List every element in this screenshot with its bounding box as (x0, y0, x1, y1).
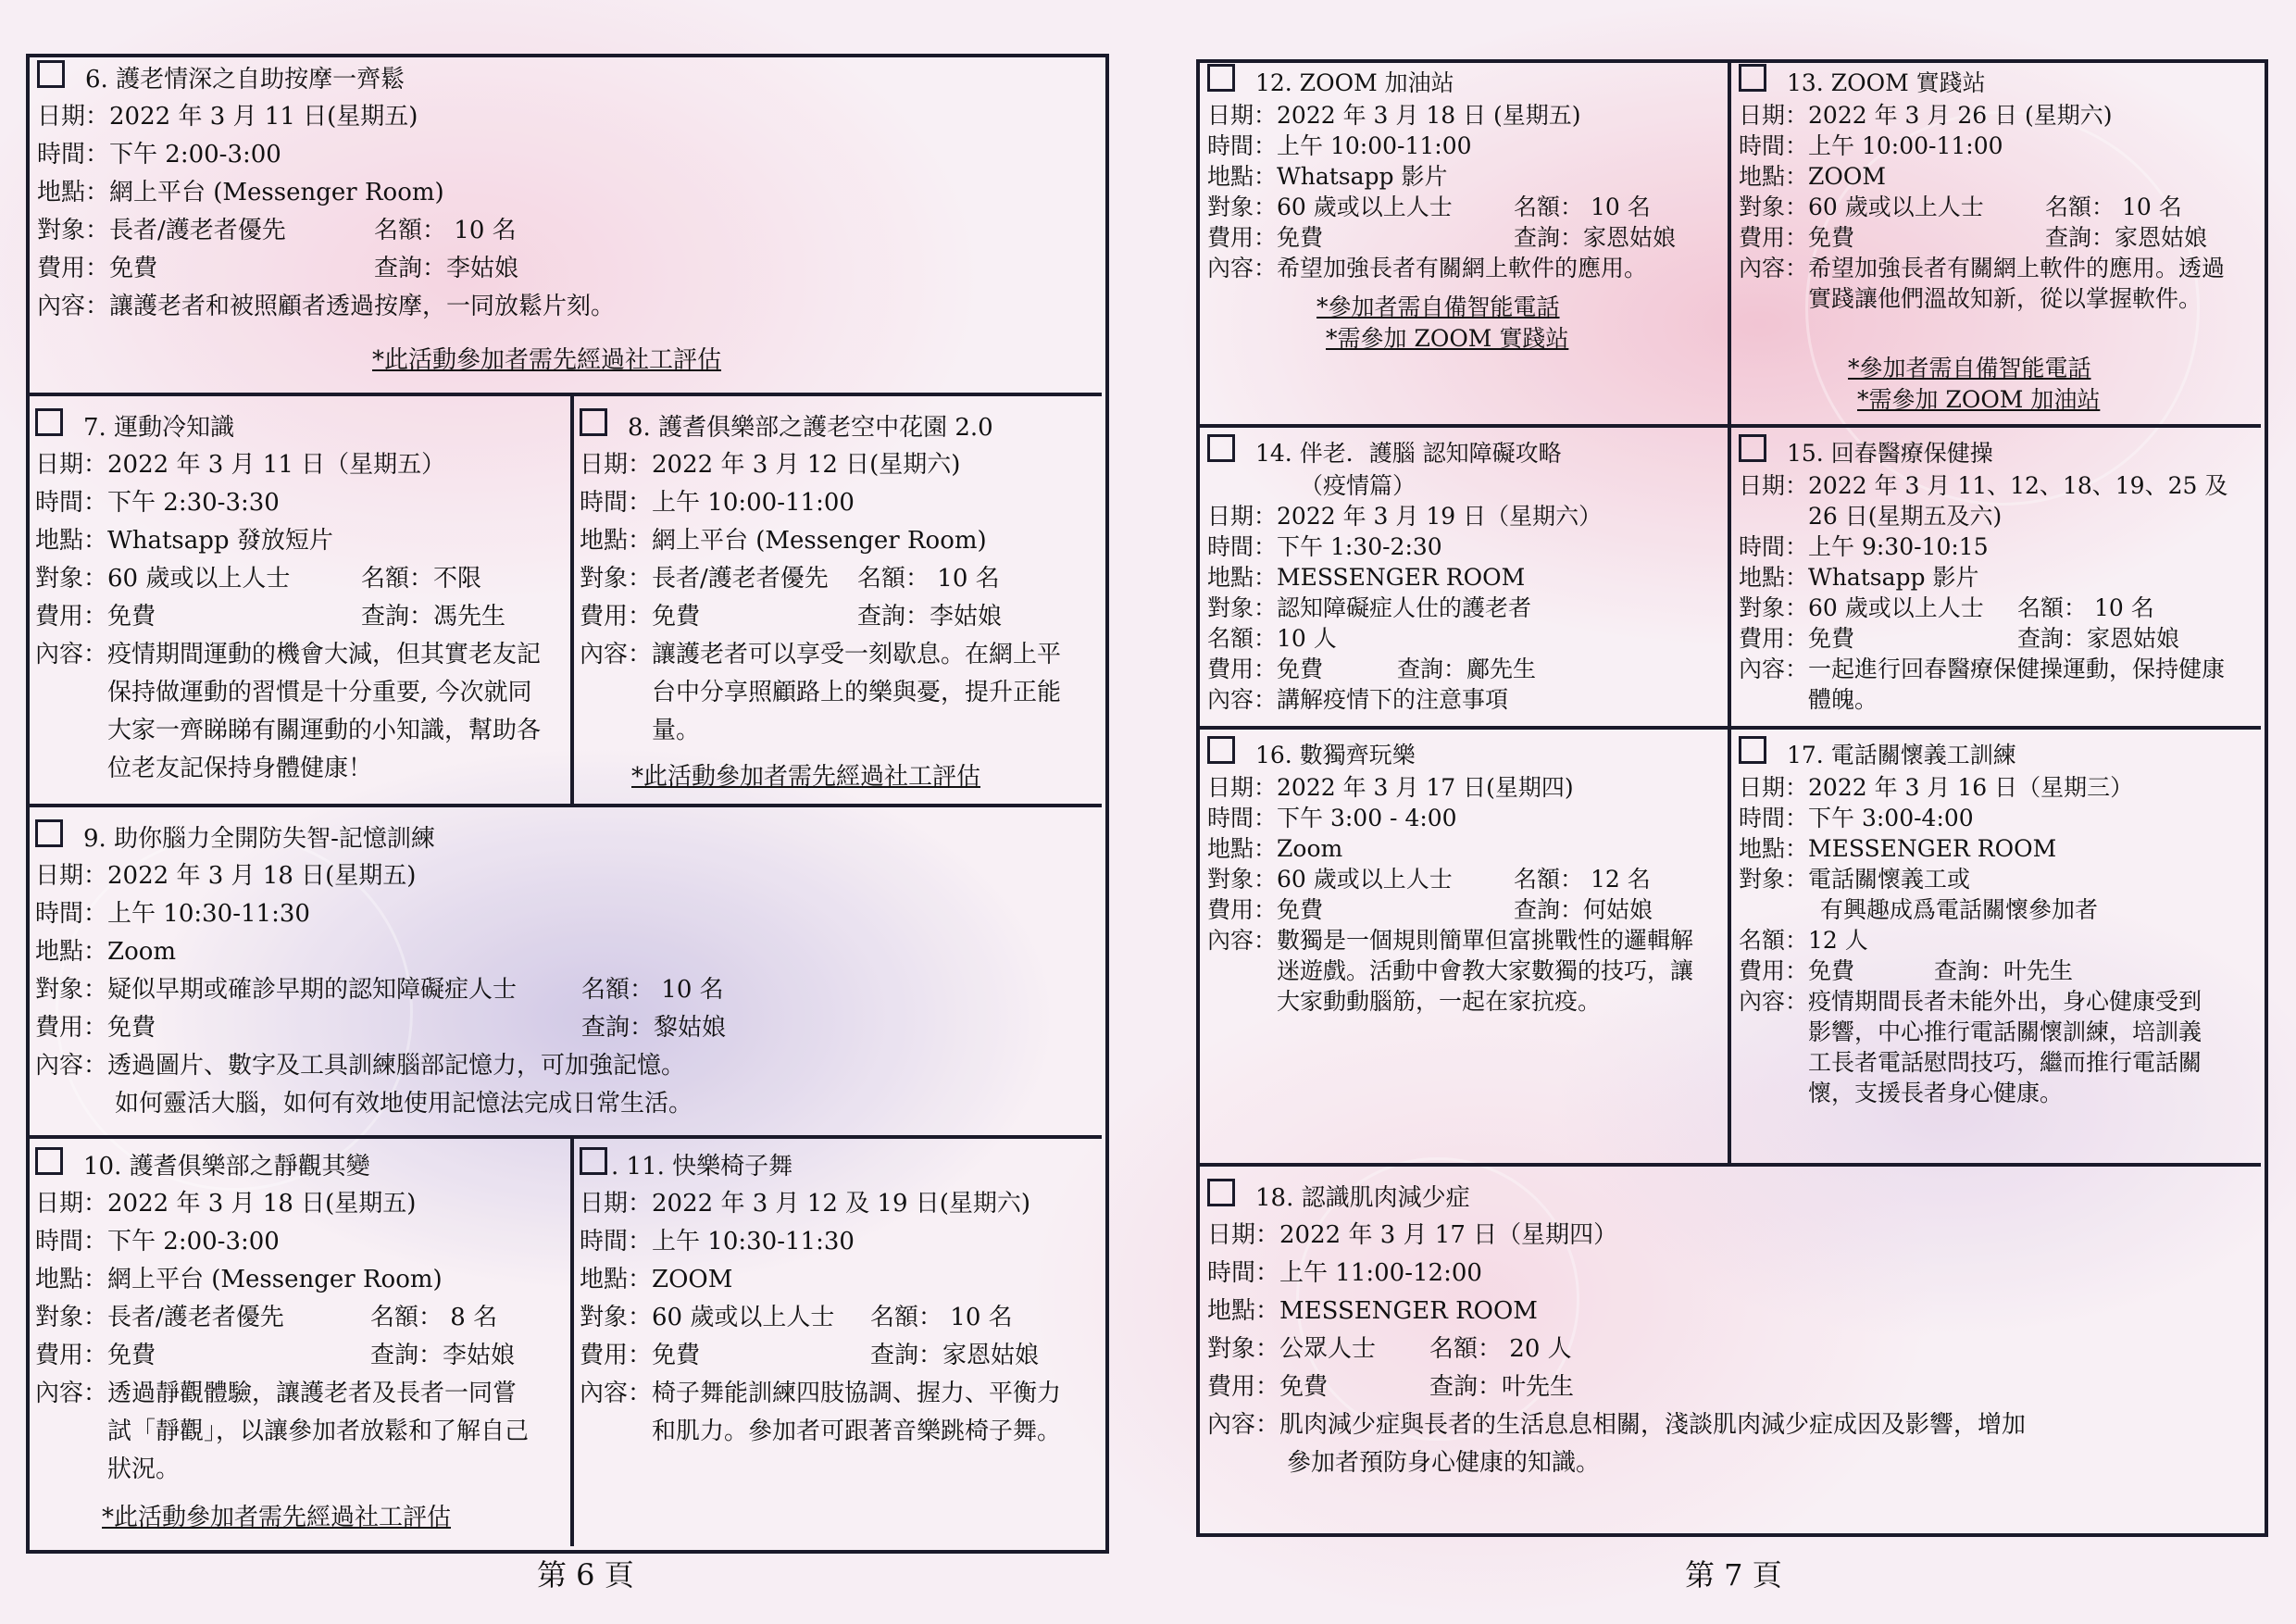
zoom-note: *需參加 ZOOM 加油站 (1857, 386, 2101, 413)
activity-fee: 免費 (1277, 656, 1324, 682)
activity-content: 希望加強長者有關網上軟件的應用。透過實踐讓他們溫故知新，從以掌握軟件。 (1808, 255, 2226, 312)
label-place: 地點： (1739, 163, 1809, 190)
checkbox[interactable] (1739, 64, 1766, 92)
label-content: 內容： (580, 641, 653, 668)
label-place: 地點： (35, 1266, 108, 1293)
activity-enquiry: 查詢：叶先生 (1429, 1373, 1575, 1401)
checkbox[interactable] (1207, 64, 1235, 92)
label-place: 地點： (1207, 163, 1278, 190)
label-fee: 費用： (1739, 957, 1809, 984)
activity-content: 讓護老者可以享受一刻歇息。在網上平台中分享照顧路上的樂與憂，提升正能量。 (652, 641, 1062, 744)
checkbox[interactable] (35, 408, 63, 436)
checkbox[interactable] (580, 1147, 607, 1175)
label-content: 內容： (1739, 656, 1809, 682)
label-date: 日期： (1207, 102, 1278, 129)
label-fee: 費用： (580, 1342, 653, 1369)
label-target: 對象： (37, 217, 110, 244)
label-time: 時間： (35, 1228, 108, 1255)
checkbox[interactable] (1207, 736, 1235, 764)
activity-fee: 免費 (1808, 224, 1855, 251)
label-target: 對象： (1207, 194, 1278, 220)
activity-date: 2022 年 3 月 18 日(星期五) (107, 862, 417, 890)
activity-target: 60 歲或以上人士 (652, 1304, 835, 1331)
label-target: 對象： (35, 565, 108, 593)
activity-fee: 免費 (652, 1342, 701, 1369)
activity-quota: 名額： 8 名 (370, 1304, 498, 1331)
label-fee: 費用： (1739, 625, 1809, 652)
activity-fee: 免費 (1808, 625, 1855, 652)
label-content: 內容： (37, 293, 110, 320)
label-place: 地點： (580, 1266, 653, 1293)
label-content: 內容： (1207, 686, 1278, 713)
activity-quota: 名額： 10 名 (857, 565, 1000, 593)
activity-title: 9. 助你腦力全開防失智-記憶訓練 (83, 825, 435, 853)
activity-quota: 名額： 10 名 (2045, 194, 2182, 220)
page-number-right: 第 7 頁 (1685, 1557, 1782, 1593)
activity-fee: 免費 (107, 1342, 156, 1369)
activity-16 (1198, 726, 1731, 1167)
label-time: 時間： (1739, 132, 1809, 159)
activity-title: 14. 伴老．護腦 認知障礙攻略 (1255, 440, 1562, 467)
activity-enquiry: 查詢：鄺先生 (1397, 656, 1537, 682)
label-date: 日期： (35, 451, 108, 479)
activity-title: 10. 護耆俱樂部之靜觀其變 (83, 1153, 370, 1181)
label-fee: 費用： (1207, 896, 1278, 923)
label-fee: 費用： (580, 603, 653, 631)
activity-enquiry: 查詢：黎姑娘 (581, 1014, 727, 1042)
activity-fee: 免費 (1808, 957, 1855, 984)
label-time: 時間： (1207, 1259, 1280, 1287)
activity-enquiry: 查詢：家恩姑娘 (2017, 625, 2180, 652)
activity-14 (1198, 424, 1731, 730)
label-content: 內容： (1739, 988, 1809, 1015)
activity-time: 上午 11:00-12:00 (1279, 1259, 1482, 1287)
phone-note: *參加者需自備智能電話 (1848, 355, 2091, 381)
activity-subtitle: （疫情篇） (1300, 472, 1416, 499)
label-content: 內容： (35, 1052, 108, 1080)
page-number-left: 第 6 頁 (537, 1557, 634, 1593)
activity-title: 17. 電話關懷義工訓練 (1787, 742, 2016, 768)
activity-place: 網上平台 (Messenger Room) (652, 527, 987, 555)
label-target: 對象： (1207, 1335, 1280, 1363)
label-target: 對象： (35, 976, 108, 1004)
label-date: 日期： (580, 451, 653, 479)
activity-target: 60 歲或以上人士 (1808, 594, 1984, 621)
activity-11 (570, 1135, 1102, 1546)
activity-date: 2022 年 3 月 11、12、18、19、25 及 26 日(星期五及六) (1808, 472, 2228, 530)
label-time: 時間： (1739, 533, 1809, 560)
activity-target: 60 歲或以上人士 (107, 565, 291, 593)
activity-time: 下午 2:30-3:30 (107, 489, 280, 517)
activity-content: 希望加強長者有關網上軟件的應用。 (1277, 255, 1648, 281)
activity-place: Whatsapp 發放短片 (107, 527, 333, 555)
activity-17 (1729, 726, 2261, 1167)
label-content: 內容： (35, 641, 108, 668)
label-content: 內容： (35, 1380, 108, 1407)
assessment-note: *此活動參加者需先經過社工評估 (102, 1504, 452, 1531)
label-content: 內容： (1207, 927, 1278, 954)
label-date: 日期： (35, 862, 108, 890)
label-target: 對象： (1739, 194, 1809, 220)
label-target: 對象： (580, 565, 653, 593)
activity-content: 透過靜觀體驗，讓護老者及長者一同嘗試「靜觀」，以讓參加者放鬆和了解自己狀況。 (107, 1380, 530, 1483)
label-content: 內容： (1207, 255, 1278, 281)
activity-7 (26, 393, 574, 807)
activity-content: 疫情期間長者未能外出，身心健康受到影響，中心推行電話關懷訓練，培訓義工長者電話慰問技巧，繼而推行電話關懷，支援長者身心健康。 (1808, 988, 2202, 1106)
activity-title: 7. 運動冷知識 (83, 414, 235, 442)
activity-content: 讓護老者和被照顧者透過按摩，一同放鬆片刻。 (109, 293, 616, 320)
activity-enquiry: 查詢：何姑娘 (1514, 896, 1653, 923)
label-content: 內容： (580, 1380, 653, 1407)
activity-date: 2022 年 3 月 26 日 (星期六) (1808, 102, 2113, 129)
activity-enquiry: 查詢：馮先生 (361, 603, 506, 631)
label-target: 對象： (1739, 594, 1809, 621)
activity-place: Whatsapp 影片 (1808, 564, 1979, 591)
activity-content: 透過圖片、數字及工具訓練腦部記憶力，可加強記憶。 (107, 1052, 686, 1080)
activity-place: 網上平台 (Messenger Room) (109, 179, 444, 206)
activity-date: 2022 年 3 月 11 日(星期五) (109, 103, 418, 131)
activity-quota: 名額：不限 (361, 565, 482, 593)
activity-18 (1198, 1163, 2261, 1530)
label-place: 地點： (1207, 564, 1278, 591)
label-date: 日期： (1207, 503, 1278, 530)
activity-title: 18. 認識肌肉減少症 (1255, 1184, 1470, 1212)
label-place: 地點： (1207, 835, 1278, 862)
activity-fee: 免費 (652, 603, 701, 631)
activity-target: 60 歲或以上人士 (1277, 866, 1453, 893)
label-place: 地點： (1739, 835, 1809, 862)
activity-time: 下午 3:00 - 4:00 (1277, 805, 1457, 831)
activity-content: 疫情期間運動的機會大減，但其實老友記保持做運動的習慣是十分重要, 今次就同大家一齊睇睇有關運動的小知識，幫助各位老友記保持身體健康！ (107, 641, 542, 782)
label-fee: 費用： (37, 255, 110, 282)
checkbox[interactable] (35, 1147, 63, 1175)
activity-6 (28, 56, 1100, 394)
activity-place: Whatsapp 影片 (1277, 163, 1448, 190)
activity-time: 下午 1:30-2:30 (1277, 533, 1442, 560)
activity-title: 16. 數獨齊玩樂 (1255, 742, 1416, 768)
activity-enquiry: 查詢：家恩姑娘 (870, 1342, 1040, 1369)
activity-15 (1729, 424, 2261, 730)
activity-target: 認知障礙症人仕的護老者 (1277, 594, 1532, 621)
activity-fee: 免費 (1277, 896, 1324, 923)
activity-content: 數獨是一個規則簡單但富挑戰性的邏輯解迷遊戲。活動中會教大家數獨的技巧，讓大家動動腦筋，一起在家抗疫。 (1277, 927, 1694, 1015)
activity-target: 60 歲或以上人士 (1808, 194, 1984, 220)
label-date: 日期： (1207, 774, 1278, 801)
activity-quota: 名額： 10 名 (374, 217, 517, 244)
activity-time: 上午 10:30-11:30 (107, 900, 310, 928)
label-time: 時間： (1739, 805, 1809, 831)
activity-title: 6. 護老情深之自助按摩一齊鬆 (85, 66, 406, 94)
activity-target: 疑似早期或確診早期的認知障礙症人士 (107, 976, 518, 1004)
label-fee: 費用： (1739, 224, 1809, 251)
activity-place: 網上平台 (Messenger Room) (107, 1266, 443, 1293)
label-fee: 費用： (35, 1342, 108, 1369)
activity-time: 下午 2:00-3:00 (109, 141, 281, 169)
label-fee: 費用： (1207, 656, 1278, 682)
label-date: 日期： (1207, 1221, 1280, 1249)
checkbox[interactable] (1739, 736, 1766, 764)
activity-time: 上午 9:30-10:15 (1808, 533, 1989, 560)
activity-title: 8. 護耆俱樂部之護老空中花園 2.0 (628, 414, 993, 442)
activity-quota: 名額： 10 名 (1514, 194, 1651, 220)
label-date: 日期： (1739, 472, 1809, 499)
label-content: 內容： (1207, 1411, 1280, 1439)
activity-enquiry: 查詢：家恩姑娘 (2045, 224, 2208, 251)
activity-time: 上午 10:30-11:30 (652, 1228, 855, 1255)
activity-title: 13. ZOOM 實踐站 (1787, 69, 1986, 96)
activity-content: 椅子舞能訓練四肢協調、握力、平衡力和肌力。參加者可跟著音樂跳椅子舞。 (652, 1380, 1062, 1445)
activity-9 (26, 804, 1102, 1139)
activity-target-line2: 有興趣成爲電話關懷參加者 (1820, 896, 2099, 923)
activity-8 (570, 393, 1102, 807)
label-place: 地點： (35, 527, 108, 555)
activity-content: 肌肉減少症與長者的生活息息相關，淺談肌肉減少症成因及影響，增加 (1279, 1411, 2027, 1439)
activity-quota: 名額： 10 名 (581, 976, 724, 1004)
activity-date: 2022 年 3 月 12 及 19 日(星期六) (652, 1190, 1031, 1218)
assessment-note: *此活動參加者需先經過社工評估 (372, 346, 722, 374)
activity-quota: 12 人 (1808, 927, 1868, 954)
label-date: 日期： (1739, 774, 1809, 801)
label-time: 時間： (35, 900, 108, 928)
activity-title: 12. ZOOM 加油站 (1255, 69, 1454, 96)
label-place: 地點： (1207, 1297, 1280, 1325)
activity-target: 長者/護老者優先 (109, 217, 286, 244)
activity-target: 長者/護老者優先 (652, 565, 829, 593)
activity-place: MESSENGER ROOM (1277, 564, 1526, 591)
label-target: 對象： (1207, 866, 1278, 893)
activity-date: 2022 年 3 月 18 日(星期五) (107, 1190, 417, 1218)
phone-note: *參加者需自備智能電話 (1316, 294, 1560, 320)
label-fee: 費用： (1207, 224, 1278, 251)
label-content: 內容： (1739, 255, 1809, 281)
activity-time: 上午 10:00-11:00 (652, 489, 855, 517)
activity-date: 2022 年 3 月 17 日(星期四) (1277, 774, 1574, 801)
activity-quota: 名額： 20 人 (1429, 1335, 1572, 1363)
activity-fee: 免費 (1279, 1373, 1329, 1401)
label-date: 日期： (37, 103, 110, 131)
assessment-note: *此活動參加者需先經過社工評估 (631, 763, 981, 791)
activity-content-line2: 參加者預防身心健康的知識。 (1287, 1449, 1601, 1477)
activity-place: Zoom (1277, 835, 1343, 862)
activity-title: . 11. 快樂椅子舞 (611, 1153, 793, 1181)
label-time: 時間： (37, 141, 110, 169)
activity-date: 2022 年 3 月 12 日(星期六) (652, 451, 961, 479)
activity-date: 2022 年 3 月 17 日（星期四） (1279, 1221, 1618, 1249)
activity-fee: 免費 (107, 603, 156, 631)
label-fee: 費用： (35, 1014, 108, 1042)
activity-place: ZOOM (1808, 163, 1886, 190)
activity-enquiry: 查詢：家恩姑娘 (1514, 224, 1677, 251)
label-quota: 名額： (1207, 625, 1278, 652)
activity-target: 60 歲或以上人士 (1277, 194, 1453, 220)
activity-content-line2: 如何靈活大腦，如何有效地使用記憶法完成日常生活。 (115, 1090, 693, 1118)
activity-quota: 名額： 10 名 (870, 1304, 1013, 1331)
label-time: 時間： (580, 489, 653, 517)
activity-12 (1198, 61, 1731, 428)
activity-date: 2022 年 3 月 11 日（星期五） (107, 451, 446, 479)
label-time: 時間： (1207, 533, 1278, 560)
activity-time: 上午 10:00-11:00 (1808, 132, 2003, 159)
label-fee: 費用： (35, 603, 108, 631)
checkbox[interactable] (1207, 434, 1235, 462)
label-date: 日期： (580, 1190, 653, 1218)
activity-date: 2022 年 3 月 18 日 (星期五) (1277, 102, 1581, 129)
label-quota: 名額： (1739, 927, 1809, 954)
label-time: 時間： (1207, 805, 1278, 831)
activity-place: MESSENGER ROOM (1279, 1297, 1538, 1325)
activity-time: 下午 2:00-3:00 (107, 1228, 280, 1255)
activity-date: 2022 年 3 月 19 日（星期六） (1277, 503, 1603, 530)
label-place: 地點： (580, 527, 653, 555)
label-date: 日期： (1739, 102, 1809, 129)
activity-quota: 名額： 10 名 (2017, 594, 2154, 621)
activity-place: ZOOM (652, 1266, 733, 1293)
activity-10 (26, 1135, 574, 1546)
activity-title: 15. 回春醫療保健操 (1787, 440, 1993, 467)
activity-enquiry: 查詢：李姑娘 (370, 1342, 516, 1369)
activity-fee: 免費 (1277, 224, 1324, 251)
activity-fee: 免費 (109, 255, 158, 282)
label-target: 對象： (35, 1304, 108, 1331)
activity-quota: 10 人 (1277, 625, 1337, 652)
activity-quota: 名額： 12 名 (1514, 866, 1651, 893)
label-fee: 費用： (1207, 1373, 1280, 1401)
label-date: 日期： (35, 1190, 108, 1218)
label-time: 時間： (1207, 132, 1278, 159)
activity-time: 上午 10:00-11:00 (1277, 132, 1472, 159)
activity-enquiry: 查詢：李姑娘 (374, 255, 519, 282)
activity-place: MESSENGER ROOM (1808, 835, 2057, 862)
checkbox[interactable] (580, 408, 607, 436)
label-time: 時間： (35, 489, 108, 517)
label-target: 對象： (1739, 866, 1809, 893)
zoom-note: *需參加 ZOOM 實踐站 (1326, 325, 1569, 352)
activity-enquiry: 查詢：叶先生 (1934, 957, 2074, 984)
label-target: 對象： (580, 1304, 653, 1331)
checkbox[interactable] (35, 819, 63, 847)
activity-target: 公眾人士 (1279, 1335, 1377, 1363)
checkbox[interactable] (1207, 1179, 1235, 1206)
activity-target: 長者/護老者優先 (107, 1304, 284, 1331)
activity-enquiry: 查詢：李姑娘 (857, 603, 1003, 631)
activity-content: 講解疫情下的注意事項 (1277, 686, 1509, 713)
checkbox[interactable] (37, 60, 65, 88)
label-place: 地點： (35, 938, 108, 966)
label-place: 地點： (37, 179, 110, 206)
label-time: 時間： (580, 1228, 653, 1255)
activity-13 (1729, 61, 2259, 428)
activity-fee: 免費 (107, 1014, 156, 1042)
label-target: 對象： (1207, 594, 1278, 621)
activity-time: 下午 3:00-4:00 (1808, 805, 1974, 831)
activity-date: 2022 年 3 月 16 日（星期三） (1808, 774, 2134, 801)
label-place: 地點： (1739, 564, 1809, 591)
activity-target: 電話關懷義工或 (1808, 866, 1971, 893)
activity-place: Zoom (107, 938, 177, 966)
checkbox[interactable] (1739, 434, 1766, 462)
activity-content: 一起進行回春醫療保健操運動，保持健康體魄。 (1808, 656, 2226, 713)
